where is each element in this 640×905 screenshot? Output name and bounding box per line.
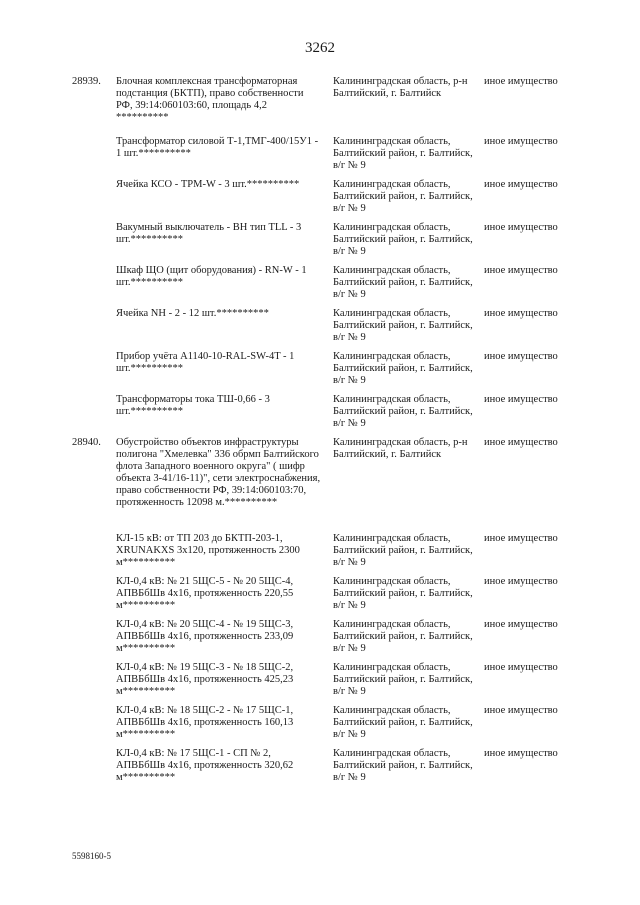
entry-description: КЛ-15 кВ: от ТП 203 до БКТП-203-1, XRUNAKXS 3х120, протяженность 2300 м**********	[116, 533, 300, 568]
entry-location: Калининградская область, Балтийский район, г. Балтийск, в/г № 9	[333, 619, 473, 654]
entry-description: Ячейка NH - 2 - 12 шт.**********	[116, 308, 269, 319]
entry-description: Трансформатор силовой Т-1,ТМГ-400/15У1 - 1 шт.**********	[116, 136, 319, 159]
entry-location: Калининградская область, Балтийский район, г. Балтийск, в/г № 9	[333, 265, 473, 300]
entry-location: Калининградская область, Балтийский район, г. Балтийск, в/г № 9	[333, 351, 473, 386]
entry-type: иное имущество	[484, 576, 558, 587]
property-table	[0, 76, 640, 791]
entry-type: иное имущество	[484, 179, 558, 190]
table-row	[0, 76, 640, 136]
table-row	[0, 533, 640, 576]
entry-type: иное имущество	[484, 705, 558, 716]
entry-type: иное имущество	[484, 351, 558, 362]
table-row	[0, 222, 640, 265]
entry-location: Калининградская область, Балтийский район, г. Балтийск, в/г № 9	[333, 705, 473, 740]
entry-description: Шкаф ЩО (щит оборудования) - RN-W - 1 шт.**********	[116, 265, 307, 288]
entry-description: Ячейка КСО - TPM-W - 3 шт.**********	[116, 179, 300, 190]
page-number: 3262	[305, 40, 335, 56]
entry-location: Калининградская область, Балтийский район, г. Балтийск, в/г № 9	[333, 576, 473, 611]
entry-type: иное имущество	[484, 394, 558, 405]
entry-description: КЛ-0,4 кВ: № 21 5ЩС-5 - № 20 5ЩС-4, АПВБбШв 4х16, протяженность 220,55 м**********	[116, 576, 294, 611]
entry-description: Блочная комплексная трансформаторная подстанция (БКТП), право собственности РФ, 39:14:060103:60, площадь 4,2 **********	[116, 76, 304, 123]
table-row	[0, 437, 640, 533]
entry-number: 28939.	[72, 76, 101, 87]
entry-type: иное имущество	[484, 222, 558, 233]
entry-type: иное имущество	[484, 533, 558, 544]
table-row	[0, 619, 640, 662]
table-row	[0, 394, 640, 437]
entry-location: Калининградская область, Балтийский район, г. Балтийск, в/г № 9	[333, 222, 473, 257]
entry-type: иное имущество	[484, 136, 558, 147]
entry-type: иное имущество	[484, 437, 558, 448]
entry-description: Трансформаторы тока ТШ-0,66 - 3 шт.**********	[116, 394, 270, 417]
entry-location: Калининградская область, р-н Балтийский, г. Балтийск	[333, 437, 468, 460]
entry-location: Калининградская область, Балтийский район, г. Балтийск, в/г № 9	[333, 748, 473, 783]
entry-location: Калининградская область, Балтийский район, г. Балтийск, в/г № 9	[333, 308, 473, 343]
entry-description: КЛ-0,4 кВ: № 19 5ЩС-3 - № 18 5ЩС-2, АПВБбШв 4х16, протяженность 425,23 м**********	[116, 662, 294, 697]
entry-description: КЛ-0,4 кВ: № 20 5ЩС-4 - № 19 5ЩС-3, АПВБбШв 4х16, протяженность 233,09 м**********	[116, 619, 294, 654]
entry-location: Калининградская область, Балтийский район, г. Балтийск, в/г № 9	[333, 662, 473, 697]
entry-number: 28940.	[72, 437, 101, 448]
document-code: 5598160-5	[72, 851, 111, 861]
table-row	[0, 576, 640, 619]
table-row	[0, 265, 640, 308]
table-row	[0, 748, 640, 791]
entry-location: Калининградская область, Балтийский район, г. Балтийск, в/г № 9	[333, 179, 473, 214]
table-row	[0, 308, 640, 351]
entry-type: иное имущество	[484, 265, 558, 276]
entry-location: Калининградская область, Балтийский район, г. Балтийск, в/г № 9	[333, 394, 473, 429]
entry-type: иное имущество	[484, 308, 558, 319]
entry-description: КЛ-0,4 кВ: № 17 5ЩС-1 - СП № 2, АПВБбШв 4х16, протяженность 320,62 м**********	[116, 748, 294, 783]
table-row	[0, 136, 640, 179]
entry-type: иное имущество	[484, 76, 558, 87]
entry-type: иное имущество	[484, 619, 558, 630]
table-row	[0, 351, 640, 394]
entry-location: Калининградская область, Балтийский район, г. Балтийск, в/г № 9	[333, 533, 473, 568]
table-row	[0, 705, 640, 748]
table-row	[0, 662, 640, 705]
entry-location: Калининградская область, Балтийский район, г. Балтийск, в/г № 9	[333, 136, 473, 171]
entry-type: иное имущество	[484, 662, 558, 673]
table-row	[0, 179, 640, 222]
entry-description: Обустройство объектов инфраструктуры полигона "Хмелевка" 336 обрмп Балтийского флота Западного военного округа" ( шифр объекта 3-41/16-11)", сети электроснабжения, право собственности РФ, 39:14:060103:70, протяженность 12098 м.**********	[116, 437, 321, 508]
entry-description: КЛ-0,4 кВ: № 18 5ЩС-2 - № 17 5ЩС-1, АПВБбШв 4х16, протяженность 160,13 м**********	[116, 705, 294, 740]
entry-location: Калининградская область, р-н Балтийский, г. Балтийск	[333, 76, 468, 99]
entry-description: Вакумный выключатель - ВН тип TLL - 3 шт.**********	[116, 222, 302, 245]
entry-type: иное имущество	[484, 748, 558, 759]
entry-description: Прибор учёта A1140-10-RAL-SW-4T - 1 шт.**********	[116, 351, 295, 374]
